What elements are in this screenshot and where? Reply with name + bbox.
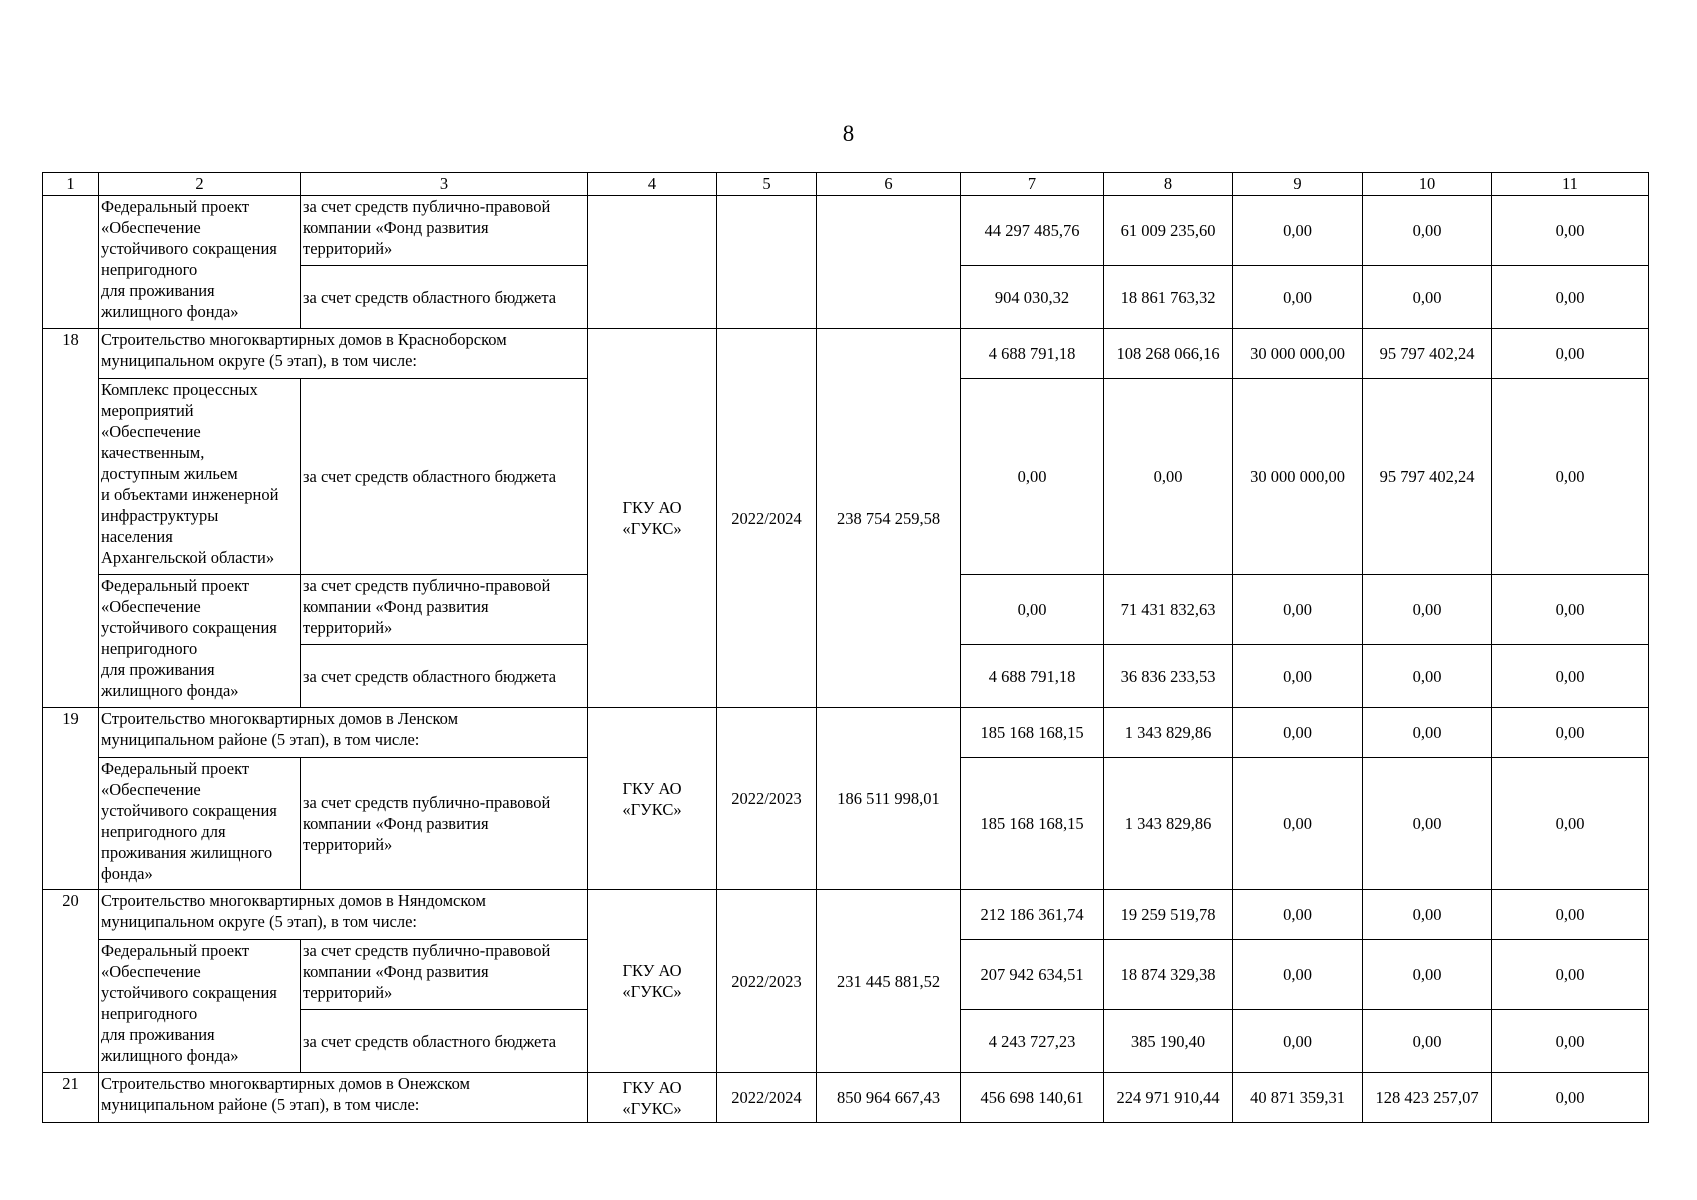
executor: ГКУ АО «ГУКС» — [588, 1073, 717, 1123]
item-title: Строительство многоквартирных домов в Няндомском муниципальном округе (5 этап), в том числе: — [99, 890, 588, 940]
funding-source: за счет средств областного бюджета — [301, 1010, 588, 1073]
amount-cell: 0,00 — [1492, 890, 1649, 940]
amount-cell: 19 259 519,78 — [1104, 890, 1233, 940]
amount-cell: 0,00 — [1233, 758, 1363, 890]
table-row — [43, 890, 1649, 940]
amount-cell: 1 343 829,86 — [1104, 758, 1233, 890]
amount-cell: 0,00 — [1492, 758, 1649, 890]
item-title: Строительство многоквартирных домов в Онежском муниципальном районе (5 этап), в том числе: — [99, 1073, 588, 1123]
project-name: Федеральный проект «Обеспечение устойчивого сокращения непригодного для проживания жилищного фонда» — [99, 575, 301, 708]
amount-cell: 128 423 257,07 — [1363, 1073, 1492, 1123]
column-number: 7 — [961, 173, 1104, 196]
amount-cell: 0,00 — [1492, 266, 1649, 329]
item-title: Строительство многоквартирных домов в Ленском муниципальном районе (5 этап), в том числе: — [99, 708, 588, 758]
amount-cell: 0,00 — [1233, 645, 1363, 708]
period-cell — [717, 196, 817, 329]
amount-cell: 40 871 359,31 — [1233, 1073, 1363, 1123]
amount-cell: 224 971 910,44 — [1104, 1073, 1233, 1123]
amount-cell: 0,00 — [1233, 575, 1363, 645]
amount-cell: 185 168 168,15 — [961, 758, 1104, 890]
amount-cell: 36 836 233,53 — [1104, 645, 1233, 708]
amount-cell: 185 168 168,15 — [961, 708, 1104, 758]
budget-table — [42, 172, 1649, 1123]
column-number: 5 — [717, 173, 817, 196]
table-row — [43, 708, 1649, 758]
amount-cell: 385 190,40 — [1104, 1010, 1233, 1073]
amount-cell: 71 431 832,63 — [1104, 575, 1233, 645]
amount-cell: 0,00 — [1363, 575, 1492, 645]
item-number: 21 — [43, 1073, 99, 1123]
item-number: 18 — [43, 329, 99, 708]
amount-cell: 212 186 361,74 — [961, 890, 1104, 940]
amount-cell: 0,00 — [1492, 379, 1649, 575]
funding-source: за счет средств областного бюджета — [301, 266, 588, 329]
funding-source: за счет средств публично-правовой компании «Фонд развития территорий» — [301, 940, 588, 1010]
amount-cell: 18 874 329,38 — [1104, 940, 1233, 1010]
total-cell — [817, 196, 961, 329]
amount-cell: 1 343 829,86 — [1104, 708, 1233, 758]
total-amount: 238 754 259,58 — [817, 329, 961, 708]
amount-cell: 4 688 791,18 — [961, 645, 1104, 708]
column-number: 8 — [1104, 173, 1233, 196]
item-number: 19 — [43, 708, 99, 890]
amount-cell: 0,00 — [1233, 890, 1363, 940]
amount-cell: 0,00 — [1233, 940, 1363, 1010]
page-number: 8 — [842, 121, 855, 146]
funding-source: за счет средств публично-правовой компании «Фонд развития территорий» — [301, 758, 588, 890]
complex-name: Комплекс процессных мероприятий «Обеспечение качественным, доступным жильем и объектами инженерной инфраструктуры населения Архангельской области» — [99, 379, 301, 575]
column-number: 4 — [588, 173, 717, 196]
table-row — [43, 329, 1649, 379]
amount-cell: 0,00 — [1233, 266, 1363, 329]
amount-cell: 0,00 — [1492, 645, 1649, 708]
amount-cell: 0,00 — [1363, 645, 1492, 708]
item-title: Строительство многоквартирных домов в Красноборском муниципальном округе (5 этап), в том числе: — [99, 329, 588, 379]
funding-source: за счет средств областного бюджета — [301, 645, 588, 708]
funding-source: за счет средств публично-правовой компании «Фонд развития территорий» — [301, 575, 588, 645]
item-number-cell — [43, 196, 99, 329]
period: 2022/2023 — [717, 890, 817, 1073]
executor: ГКУ АО «ГУКС» — [588, 329, 717, 708]
column-number: 1 — [43, 173, 99, 196]
item-number: 20 — [43, 890, 99, 1073]
column-number: 10 — [1363, 173, 1492, 196]
amount-cell: 0,00 — [1492, 940, 1649, 1010]
total-amount: 850 964 667,43 — [817, 1073, 961, 1123]
amount-cell: 0,00 — [961, 575, 1104, 645]
amount-cell: 95 797 402,24 — [1363, 379, 1492, 575]
amount-cell: 61 009 235,60 — [1104, 196, 1233, 266]
amount-cell: 0,00 — [961, 379, 1104, 575]
amount-cell: 0,00 — [1363, 1010, 1492, 1073]
amount-cell: 0,00 — [1492, 1073, 1649, 1123]
column-number: 11 — [1492, 173, 1649, 196]
amount-cell: 0,00 — [1233, 196, 1363, 266]
amount-cell: 207 942 634,51 — [961, 940, 1104, 1010]
amount-cell: 18 861 763,32 — [1104, 266, 1233, 329]
column-number: 3 — [301, 173, 588, 196]
project-name: Федеральный проект «Обеспечение устойчивого сокращения непригодного для проживания жилищного фонда» — [99, 758, 301, 890]
amount-cell: 108 268 066,16 — [1104, 329, 1233, 379]
column-number: 2 — [99, 173, 301, 196]
table-row — [43, 1073, 1649, 1123]
period: 2022/2023 — [717, 708, 817, 890]
executor-cell — [588, 196, 717, 329]
executor: ГКУ АО «ГУКС» — [588, 890, 717, 1073]
column-number-row — [43, 173, 1649, 196]
amount-cell: 0,00 — [1363, 758, 1492, 890]
column-number: 9 — [1233, 173, 1363, 196]
amount-cell: 44 297 485,76 — [961, 196, 1104, 266]
total-amount: 186 511 998,01 — [817, 708, 961, 890]
total-amount: 231 445 881,52 — [817, 890, 961, 1073]
amount-cell: 0,00 — [1492, 575, 1649, 645]
amount-cell: 0,00 — [1492, 329, 1649, 379]
amount-cell: 0,00 — [1492, 196, 1649, 266]
project-name: Федеральный проект «Обеспечение устойчивого сокращения непригодного для проживания жилищного фонда» — [99, 196, 301, 329]
period: 2022/2024 — [717, 1073, 817, 1123]
amount-cell: 4 688 791,18 — [961, 329, 1104, 379]
executor: ГКУ АО «ГУКС» — [588, 708, 717, 890]
column-number: 6 — [817, 173, 961, 196]
table-row — [43, 196, 1649, 266]
amount-cell: 0,00 — [1233, 708, 1363, 758]
funding-source: за счет средств публично-правовой компании «Фонд развития территорий» — [301, 196, 588, 266]
amount-cell: 904 030,32 — [961, 266, 1104, 329]
amount-cell: 30 000 000,00 — [1233, 379, 1363, 575]
amount-cell: 30 000 000,00 — [1233, 329, 1363, 379]
amount-cell: 0,00 — [1492, 708, 1649, 758]
amount-cell: 456 698 140,61 — [961, 1073, 1104, 1123]
amount-cell: 0,00 — [1492, 1010, 1649, 1073]
amount-cell: 4 243 727,23 — [961, 1010, 1104, 1073]
amount-cell: 0,00 — [1104, 379, 1233, 575]
amount-cell: 0,00 — [1363, 890, 1492, 940]
amount-cell: 0,00 — [1233, 1010, 1363, 1073]
amount-cell: 0,00 — [1363, 266, 1492, 329]
amount-cell: 0,00 — [1363, 708, 1492, 758]
period: 2022/2024 — [717, 329, 817, 708]
amount-cell: 0,00 — [1363, 940, 1492, 1010]
funding-source: за счет средств областного бюджета — [301, 379, 588, 575]
amount-cell: 0,00 — [1363, 196, 1492, 266]
amount-cell: 95 797 402,24 — [1363, 329, 1492, 379]
project-name: Федеральный проект «Обеспечение устойчивого сокращения непригодного для проживания жилищного фонда» — [99, 940, 301, 1073]
